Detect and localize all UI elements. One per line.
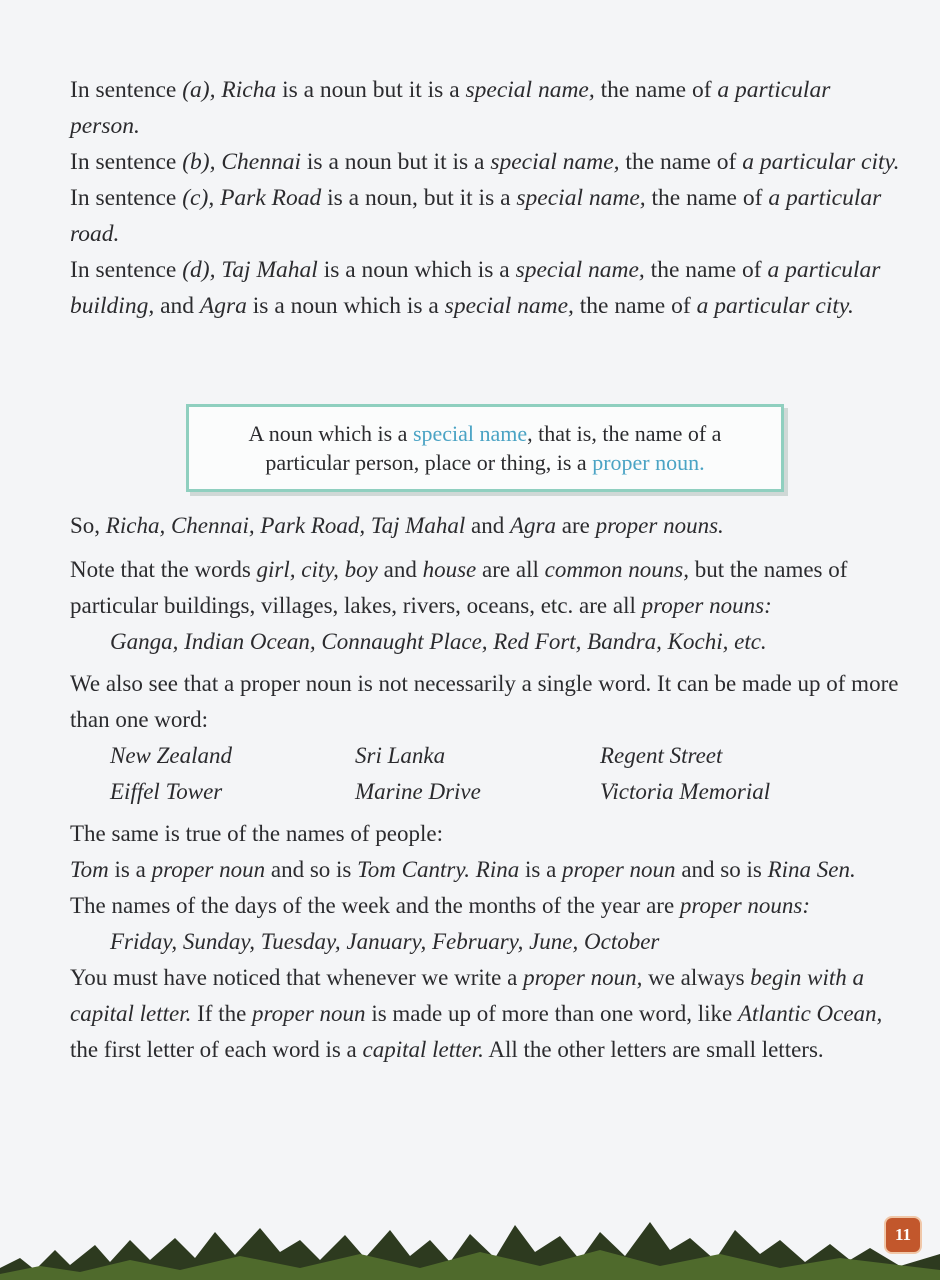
text-run: You must have noticed that whenever we write a bbox=[70, 965, 524, 990]
italic-run: special name, bbox=[515, 257, 645, 283]
italic-run: proper nouns: bbox=[641, 593, 772, 618]
paragraph-sentence-explanations bbox=[70, 72, 900, 324]
text-run: the name of bbox=[619, 149, 743, 175]
example-word: Marine Drive bbox=[355, 779, 481, 804]
text-run: the name of bbox=[645, 185, 769, 211]
text-run: In sentence bbox=[70, 257, 183, 283]
paragraph-body bbox=[70, 508, 900, 1068]
italic-run: Agra bbox=[509, 513, 556, 538]
text-run: Note that the words bbox=[70, 557, 257, 582]
italic-run: (b), Chennai bbox=[182, 149, 302, 175]
text-run: is a noun, but it is a bbox=[321, 185, 517, 211]
text-run: and bbox=[377, 557, 423, 582]
text-run: and so is bbox=[265, 857, 358, 882]
italic-run: house bbox=[422, 557, 477, 582]
text-run: is made up of more than one word, like bbox=[365, 1001, 738, 1026]
text-run: All the other letters are small letters. bbox=[483, 1037, 824, 1062]
highlight-proper-noun: proper noun. bbox=[592, 450, 705, 475]
text-run: In sentence bbox=[70, 185, 183, 211]
rich-text bbox=[70, 72, 900, 324]
text-run: the name of bbox=[594, 77, 718, 103]
italic-run: girl, city, boy bbox=[256, 557, 378, 582]
italic-run: a particular building, bbox=[70, 257, 881, 319]
paragraph-note bbox=[70, 552, 900, 624]
paragraph-multiword: We also see that a proper noun is not necessarily a single word. It can be made up of more than one word: bbox=[70, 671, 899, 732]
text-run: is a bbox=[519, 857, 563, 882]
highlight-special-name: special name bbox=[412, 421, 528, 446]
text-run: we always bbox=[642, 965, 751, 990]
italic-run: proper nouns: bbox=[679, 893, 811, 918]
example-word: Victoria Memorial bbox=[600, 779, 771, 804]
text-run: the name of bbox=[573, 293, 697, 319]
text-run: the first letter of each word is a bbox=[70, 1037, 363, 1062]
italic-run: proper noun, bbox=[523, 965, 643, 990]
example-word: New Zealand bbox=[110, 743, 233, 768]
italic-run: (c), Park Road bbox=[182, 185, 322, 211]
paragraph-so bbox=[70, 508, 900, 544]
paragraph-people: The same is true of the names of people: bbox=[70, 821, 443, 846]
multiword-examples bbox=[70, 738, 900, 810]
text-run: are bbox=[555, 513, 596, 538]
example-word: Sri Lanka bbox=[355, 743, 446, 768]
text-run: is a noun which is a bbox=[246, 293, 445, 319]
italic-run: a particular person. bbox=[70, 77, 831, 139]
italic-run: Tom bbox=[70, 857, 109, 882]
italic-run: begin with a capital letter. bbox=[70, 965, 865, 1026]
example-word: Regent Street bbox=[600, 743, 723, 768]
italic-run: a particular city. bbox=[742, 149, 900, 175]
text-run: are all bbox=[476, 557, 545, 582]
text-run: and so is bbox=[675, 857, 768, 882]
definition-box bbox=[186, 404, 784, 492]
definition-line-2: particular person, place or thing, is a proper noun. bbox=[265, 450, 705, 475]
definition-line-1: A noun which is a special name, that is, the name of a bbox=[248, 421, 722, 446]
text-run: is a noun which is a bbox=[317, 257, 516, 283]
text-run: but the names of particular buildings, villages, lakes, rivers, oceans, etc. are all bbox=[70, 557, 848, 618]
italic-run: special name, bbox=[444, 293, 574, 319]
text-run: The names of the days of the week and the months of the year are bbox=[70, 893, 680, 918]
italic-run: capital letter. bbox=[362, 1037, 484, 1062]
italic-run: Agra bbox=[199, 293, 247, 319]
grass-decoration bbox=[0, 1210, 940, 1280]
text-run: and bbox=[465, 513, 510, 538]
italic-run: (d), Taj Mahal bbox=[182, 257, 318, 283]
text-run: So, bbox=[70, 513, 106, 538]
text-run: the name of bbox=[644, 257, 768, 283]
text-run: If the bbox=[191, 1001, 253, 1026]
paragraph-capital bbox=[70, 960, 900, 1068]
italic-run: Richa, Chennai, Park Road, Taj Mahal bbox=[105, 513, 466, 538]
text-run: In sentence bbox=[70, 77, 183, 103]
italic-run: Tom Cantry. Rina bbox=[357, 857, 520, 882]
paragraph-days bbox=[70, 888, 900, 924]
italic-run: common nouns, bbox=[544, 557, 689, 582]
italic-run: special name, bbox=[465, 77, 595, 103]
italic-run: proper noun bbox=[151, 857, 266, 882]
italic-run: proper nouns. bbox=[595, 513, 724, 538]
italic-run: special name, bbox=[490, 149, 620, 175]
text-run: In sentence bbox=[70, 149, 183, 175]
page-number-badge: 11 bbox=[884, 1216, 922, 1254]
example-word: Eiffel Tower bbox=[110, 779, 223, 804]
paragraph-tom bbox=[70, 852, 900, 888]
text-run: and bbox=[154, 293, 200, 319]
italic-run: Atlantic Ocean, bbox=[737, 1001, 883, 1026]
italic-run: special name, bbox=[516, 185, 646, 211]
examples-days-months: Friday, Sunday, Tuesday, January, February, June, October bbox=[110, 929, 660, 954]
italic-run: proper noun bbox=[252, 1001, 366, 1026]
italic-run: Rina Sen. bbox=[767, 857, 856, 882]
italic-run: (a), Richa bbox=[182, 77, 277, 103]
text-run: is a noun but it is a bbox=[301, 149, 491, 175]
text-run: is a bbox=[108, 857, 152, 882]
italic-run: a particular road. bbox=[70, 185, 882, 247]
text-run: is a noun but it is a bbox=[276, 77, 466, 103]
italic-run: proper noun bbox=[562, 857, 676, 882]
examples-proper-nouns: Ganga, Indian Ocean, Connaught Place, Red Fort, Bandra, Kochi, etc. bbox=[110, 629, 767, 654]
italic-run: a particular city. bbox=[696, 293, 854, 319]
